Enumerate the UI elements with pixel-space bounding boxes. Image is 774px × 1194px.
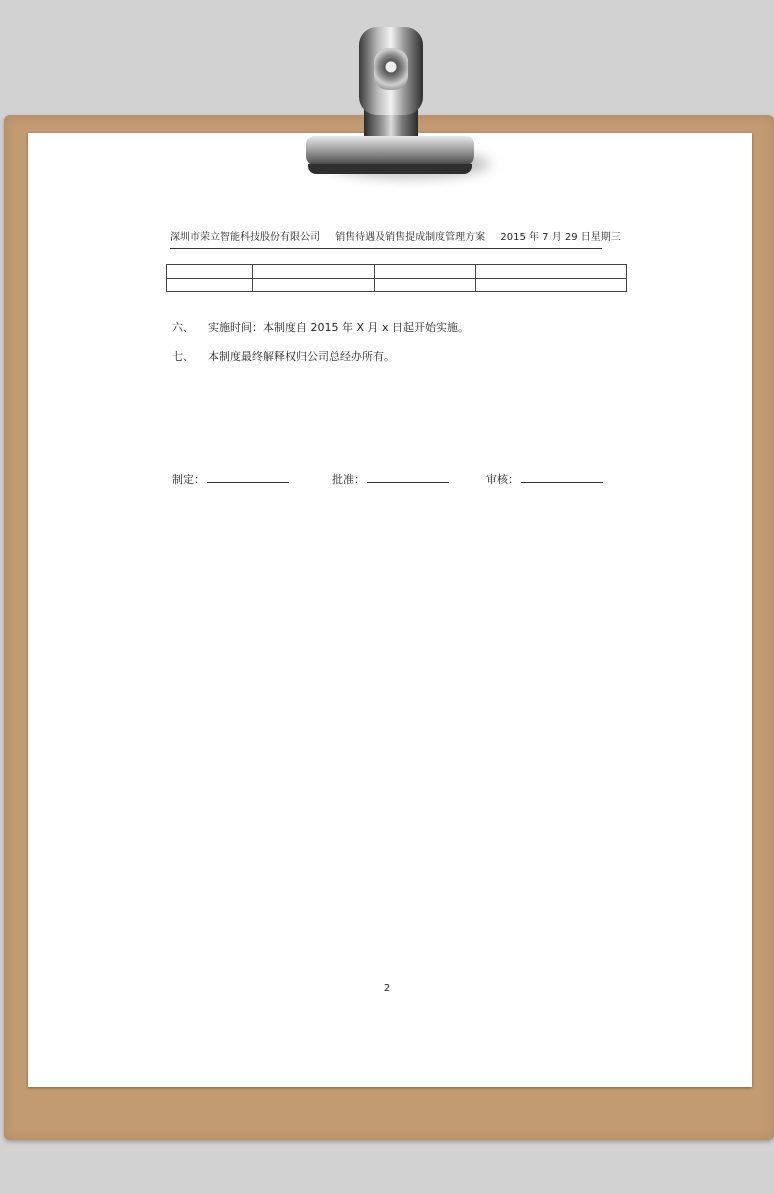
clause-seven [172, 348, 395, 364]
table-cell [167, 265, 253, 279]
table-cell [476, 265, 627, 279]
table-cell [375, 265, 476, 279]
signature-label: 批准： [332, 473, 365, 486]
signature-approved-by [332, 471, 449, 487]
signature-line [521, 472, 603, 483]
table-row [167, 278, 627, 292]
clause-text: 实施时间：本制度自 2015 年 X 月 x 日起开始实施。 [208, 321, 470, 334]
signature-line [207, 472, 289, 483]
table-cell [375, 278, 476, 292]
signature-line [367, 472, 449, 483]
table-cell [476, 278, 627, 292]
header-company: 深圳市荣立智能科技股份有限公司 [170, 232, 320, 243]
signature-label: 审核： [486, 473, 519, 486]
clause-number: 六、 [172, 321, 194, 334]
page-number: 2 [383, 983, 391, 994]
document-header [170, 228, 621, 249]
clip-ring-hole [374, 48, 408, 90]
table-cell [253, 278, 375, 292]
signature-label: 制定： [172, 473, 205, 486]
clause-six [172, 319, 469, 335]
clip-lip [308, 164, 472, 174]
clip-plate [306, 136, 474, 166]
header-title: 销售待遇及销售提成制度管理方案 [335, 232, 486, 243]
table-cell [167, 278, 253, 292]
clause-number: 七、 [172, 350, 194, 363]
header-date: 2015 年 7 月 29 日星期三 [500, 232, 621, 243]
signature-reviewed-by [486, 471, 603, 487]
empty-table [166, 264, 627, 292]
clause-text: 本制度最终解释权归公司总经办所有。 [208, 350, 395, 363]
table-row [167, 265, 627, 279]
signature-made-by [172, 471, 289, 487]
table-cell [253, 265, 375, 279]
